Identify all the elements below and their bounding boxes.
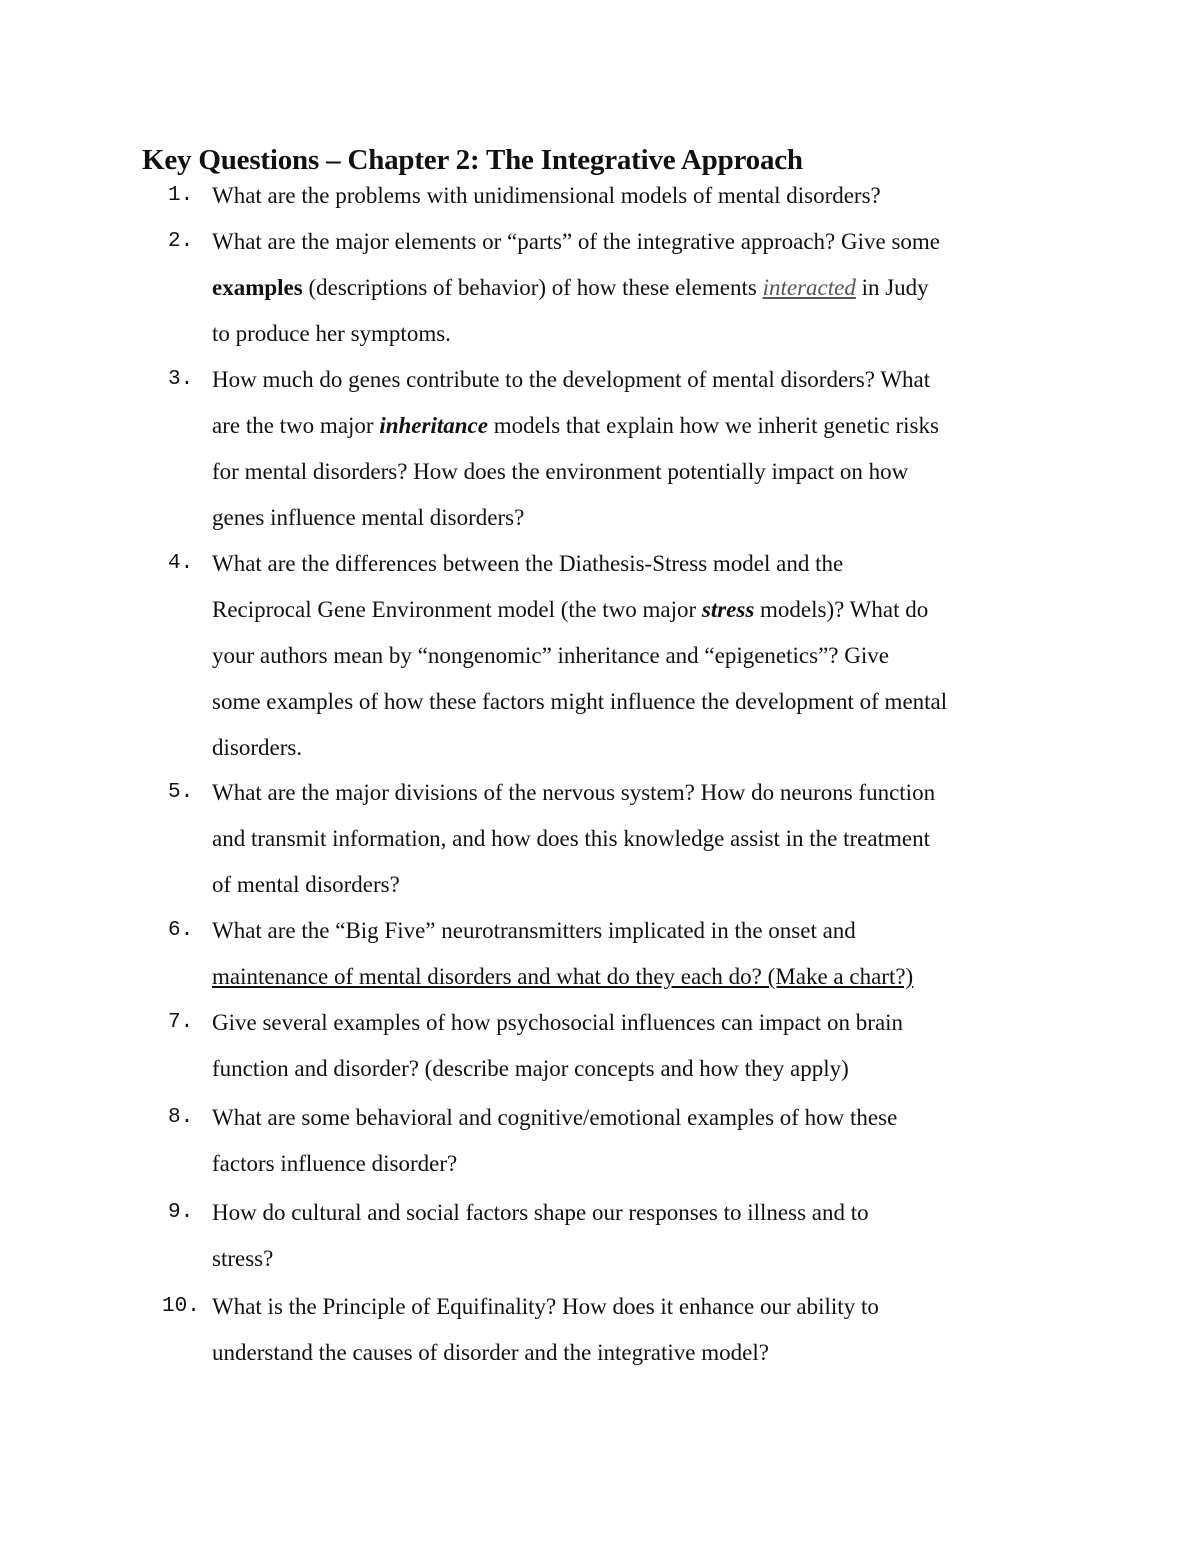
- page-title: Key Questions – Chapter 2: The Integrative Approach: [142, 144, 803, 176]
- question-line: disorders.: [212, 735, 303, 760]
- emphasis-bold-italic: stress: [701, 597, 755, 622]
- question-number: 7.: [168, 1011, 194, 1034]
- question-line: What is the Principle of Equifinality? How does it enhance our ability to: [212, 1294, 879, 1319]
- question-text: [212, 770, 1072, 908]
- question-line: What are the problems with unidimensional models of mental disorders?: [212, 183, 881, 208]
- question-line: understand the causes of disorder and the integrative model?: [212, 1340, 769, 1365]
- question-line: and transmit information, and how does this knowledge assist in the treatment: [212, 826, 930, 851]
- question-number: 6.: [168, 919, 194, 942]
- question-line: function and disorder? (describe major concepts and how they apply): [212, 1056, 849, 1081]
- question-text: [212, 1095, 1072, 1187]
- question-number: 5.: [168, 781, 194, 804]
- question-text: [212, 1284, 1072, 1376]
- question-line: of mental disorders?: [212, 872, 400, 897]
- question-number: 3.: [168, 368, 194, 391]
- question-line: What are the major divisions of the nervous system? How do neurons function: [212, 780, 936, 805]
- question-line: What are the differences between the Diathesis-Stress model and the: [212, 551, 844, 576]
- question-line: to produce her symptoms.: [212, 321, 451, 346]
- question-line: some examples of how these factors might influence the development of mental: [212, 689, 948, 714]
- question-text: [212, 219, 1072, 357]
- question-line: Reciprocal Gene Environment model (the two major stress models)? What do: [212, 597, 929, 622]
- question-line: for mental disorders? How does the environment potentially impact on how: [212, 459, 909, 484]
- emphasis-underline: maintenance of mental disorders and what do they each do? (Make a chart?): [212, 964, 914, 989]
- emphasis-italic-underline: interacted: [762, 275, 856, 300]
- question-text: [212, 1000, 1072, 1092]
- question-text: [212, 357, 1072, 541]
- question-line: genes influence mental disorders?: [212, 505, 525, 530]
- question-line: What are the major elements or “parts” of the integrative approach? Give some: [212, 229, 941, 254]
- emphasis-bold: examples: [212, 275, 303, 300]
- question-number: 1.: [168, 184, 194, 207]
- question-number: 2.: [168, 230, 194, 253]
- question-line: [212, 954, 1072, 1000]
- question-line: stress?: [212, 1246, 274, 1271]
- question-line: What are some behavioral and cognitive/emotional examples of how these: [212, 1105, 898, 1130]
- question-text: [212, 1190, 1072, 1282]
- question-text: [212, 541, 1072, 771]
- question-text: [212, 173, 1072, 219]
- emphasis-bold-italic: inheritance: [379, 413, 488, 438]
- question-line: How much do genes contribute to the development of mental disorders? What: [212, 367, 931, 392]
- question-number: 10.: [162, 1295, 200, 1318]
- question-number: 9.: [168, 1201, 194, 1224]
- question-line: examples (descriptions of behavior) of how these elements interacted in Judy: [212, 275, 929, 300]
- question-line: are the two major inheritance models that explain how we inherit genetic risks: [212, 413, 939, 438]
- question-text: [212, 908, 1072, 1000]
- question-line: factors influence disorder?: [212, 1151, 458, 1176]
- question-number: 4.: [168, 552, 194, 575]
- question-line: Give several examples of how psychosocial influences can impact on brain: [212, 1010, 904, 1035]
- question-line: What are the “Big Five” neurotransmitters implicated in the onset and: [212, 918, 856, 943]
- question-line: your authors mean by “nongenomic” inheritance and “epigenetics”? Give: [212, 643, 889, 668]
- question-number: 8.: [168, 1106, 194, 1129]
- question-line: How do cultural and social factors shape our responses to illness and to: [212, 1200, 869, 1225]
